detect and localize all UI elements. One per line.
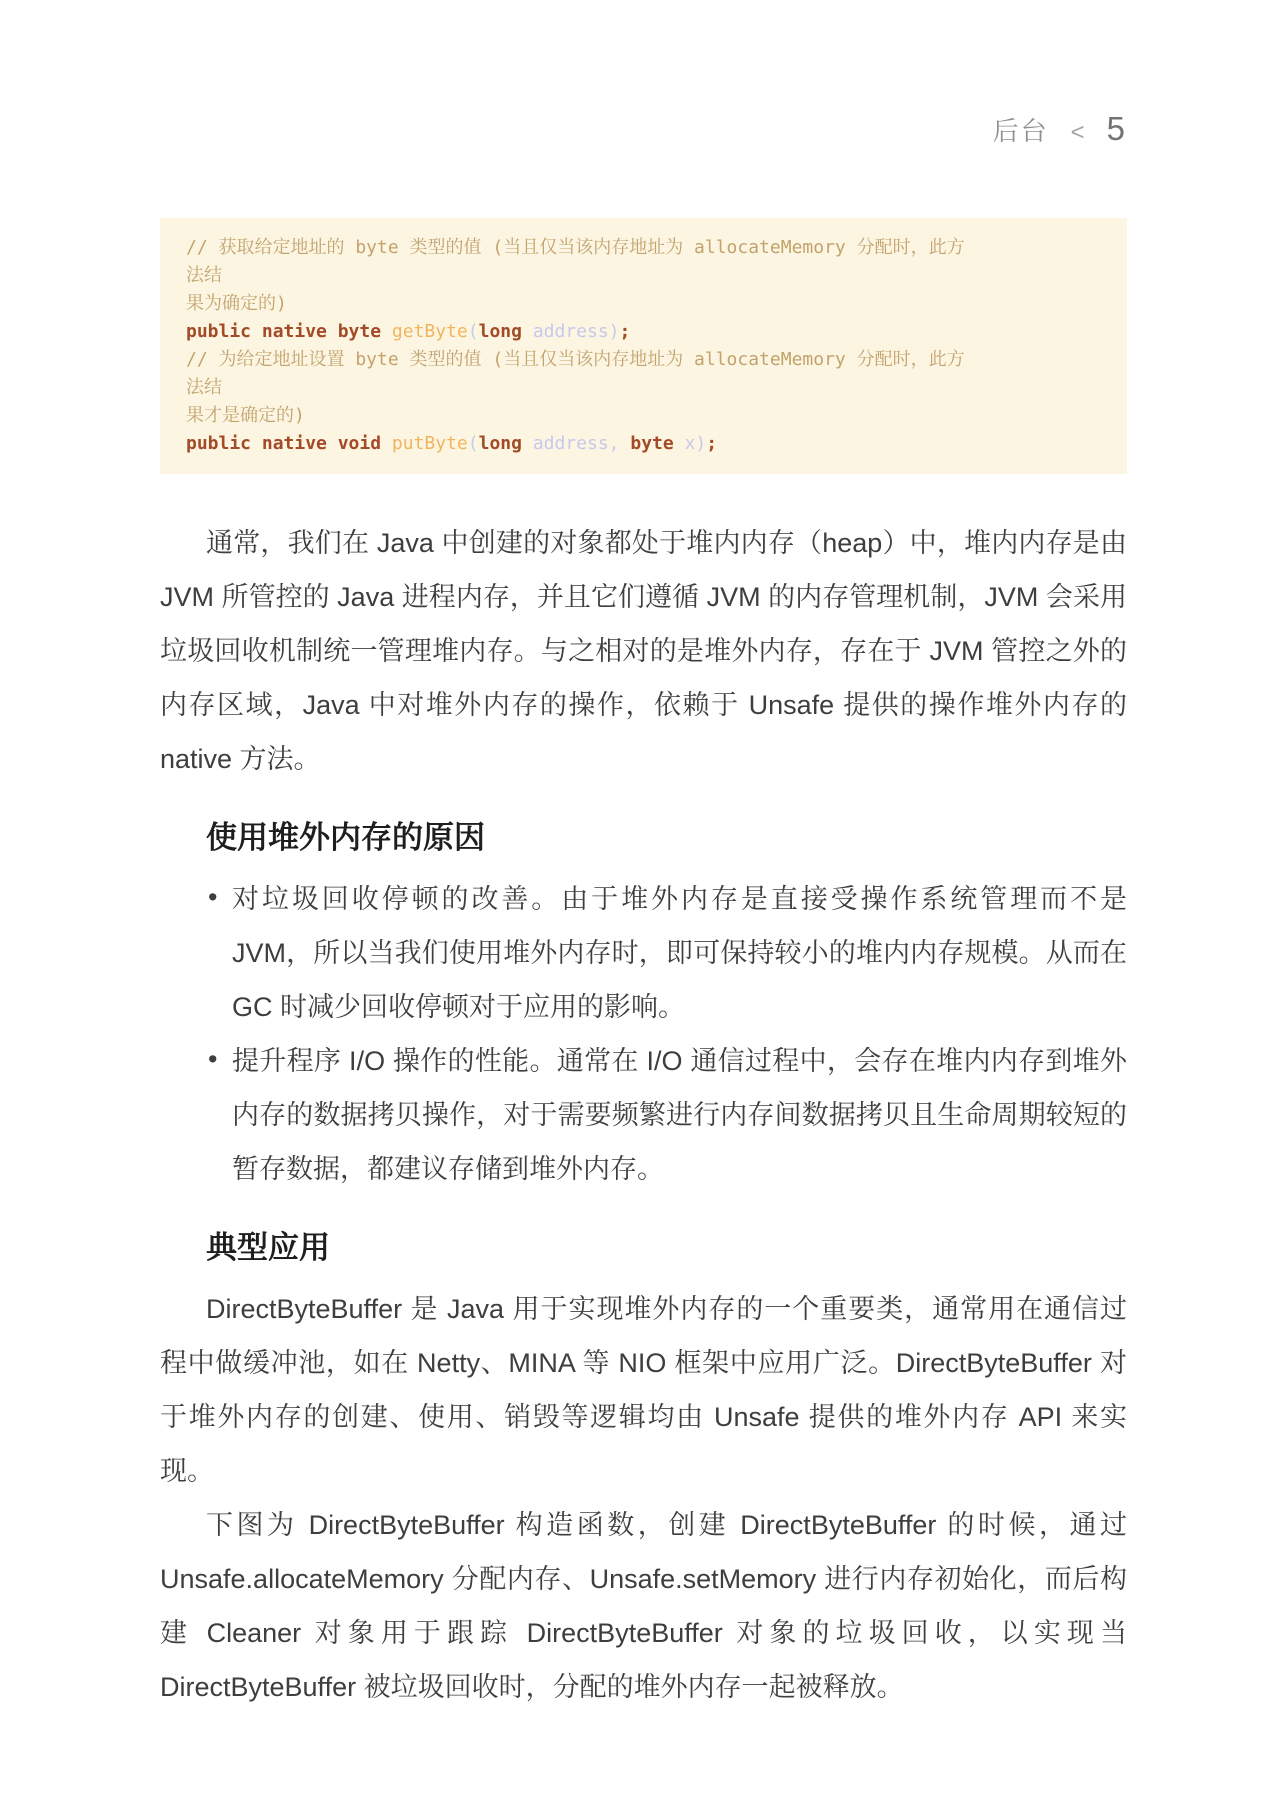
page-header (993, 110, 1125, 148)
page-content (160, 218, 1127, 1714)
bullet-item (160, 872, 1127, 1034)
code-block (160, 218, 1127, 474)
code-token-keyword: long (478, 321, 522, 342)
code-token-comment: 果才是确定的) (186, 405, 305, 426)
code-token-keyword: byte (630, 433, 674, 454)
code-token-param: x (684, 433, 696, 454)
bullet-list (160, 872, 1127, 1196)
paragraph: 下图为 DirectByteBuffer 构造函数，创建 DirectByteBuffer 的时候，通过 Unsafe.allocateMemory 分配内存、Unsafe.setMemory 进行内存初始化，而后构建 Cleaner 对象用于跟踪 DirectByteBuffer 对象的垃圾回收，以实现当 DirectByteBuffer 被垃圾回收时，分配的堆外内存一起被释放。 (160, 1510, 1127, 1702)
bullet-dot-icon: • (208, 1044, 218, 1074)
header-separator: < (1070, 119, 1085, 146)
article-body (160, 516, 1127, 1714)
code-token-keyword: public native byte (186, 321, 392, 342)
code-token-param: address (532, 433, 609, 454)
bullet-text: 对垃圾回收停顿的改善。由于堆外内存是直接受操作系统管理而不是 JVM，所以当我们使用堆外内存时，即可保持较小的堆内内存规模。从而在 GC 时减少回收停顿对于应用的影响。 (232, 884, 1127, 1022)
code-token-keyword: ; (706, 433, 718, 454)
code-token-param: ) (608, 321, 620, 342)
code-line (186, 262, 1113, 290)
code-line (186, 290, 1113, 318)
code-token-plain (522, 433, 533, 454)
header-section-label: 后台 (992, 116, 1049, 146)
bullet-dot-icon: • (208, 882, 218, 912)
code-token-comment: 果为确定的) (186, 293, 287, 314)
code-token-keyword: public native void (186, 433, 392, 454)
paragraph: 通常，我们在 Java 中创建的对象都处于堆内内存（heap）中，堆内内存是由 JVM 所管控的 Java 进程内存，并且它们遵循 JVM 的内存管理机制，JVM 会采用垃圾回收机制统一管理堆内存。与之相对的是堆外内存，存在于 JVM 管控之外的内存区域，Java 中对堆外内存的操作，依赖于 Unsafe 提供的操作堆外内存的 native 方法。 (160, 528, 1127, 774)
code-token-param: ) (695, 433, 707, 454)
section-heading: 典型应用 (206, 1230, 330, 1265)
header-page-number: 5 (1106, 110, 1125, 147)
section-heading: 使用堆外内存的原因 (206, 820, 485, 855)
code-token-comment: // 获取给定地址的 byte 类型的值 (当且仅当该内存地址为 allocateMemory 分配时，此方 (186, 237, 965, 258)
code-token-function: getByte (391, 321, 468, 342)
bullet-text: 提升程序 I/O 操作的性能。通常在 I/O 通信过程中，会存在堆内内存到堆外内存的数据拷贝操作，对于需要频繁进行内存间数据拷贝且生命周期较短的暂存数据，都建议存储到堆外内存。 (232, 1046, 1127, 1184)
code-token-comment: 法结 (186, 265, 222, 286)
code-line (186, 374, 1113, 402)
code-line (186, 234, 1113, 262)
code-line (186, 402, 1113, 430)
paragraph: DirectByteBuffer 是 Java 用于实现堆外内存的一个重要类，通常用在通信过程中做缓冲池，如在 Netty、MINA 等 NIO 框架中应用广泛。DirectByteBuffer 对于堆外内存的创建、使用、销毁等逻辑均由 Unsafe 提供的堆外内存 API 来实现。 (160, 1294, 1127, 1486)
code-token-plain (522, 321, 533, 342)
code-token-comment: // 为给定地址设置 byte 类型的值 (当且仅当该内存地址为 allocateMemory 分配时，此方 (186, 349, 965, 370)
code-token-param: ( (467, 321, 479, 342)
code-line (186, 430, 1113, 458)
code-token-param: , (608, 433, 631, 454)
bullet-item (160, 1034, 1127, 1196)
code-token-param: address (532, 321, 609, 342)
code-token-keyword: ; (619, 321, 631, 342)
code-token-comment: 法结 (186, 377, 222, 398)
code-token-keyword: long (478, 433, 522, 454)
code-token-param: ( (467, 433, 479, 454)
code-token-function: putByte (391, 433, 468, 454)
code-line (186, 318, 1113, 346)
code-token-plain (674, 433, 685, 454)
code-line (186, 346, 1113, 374)
